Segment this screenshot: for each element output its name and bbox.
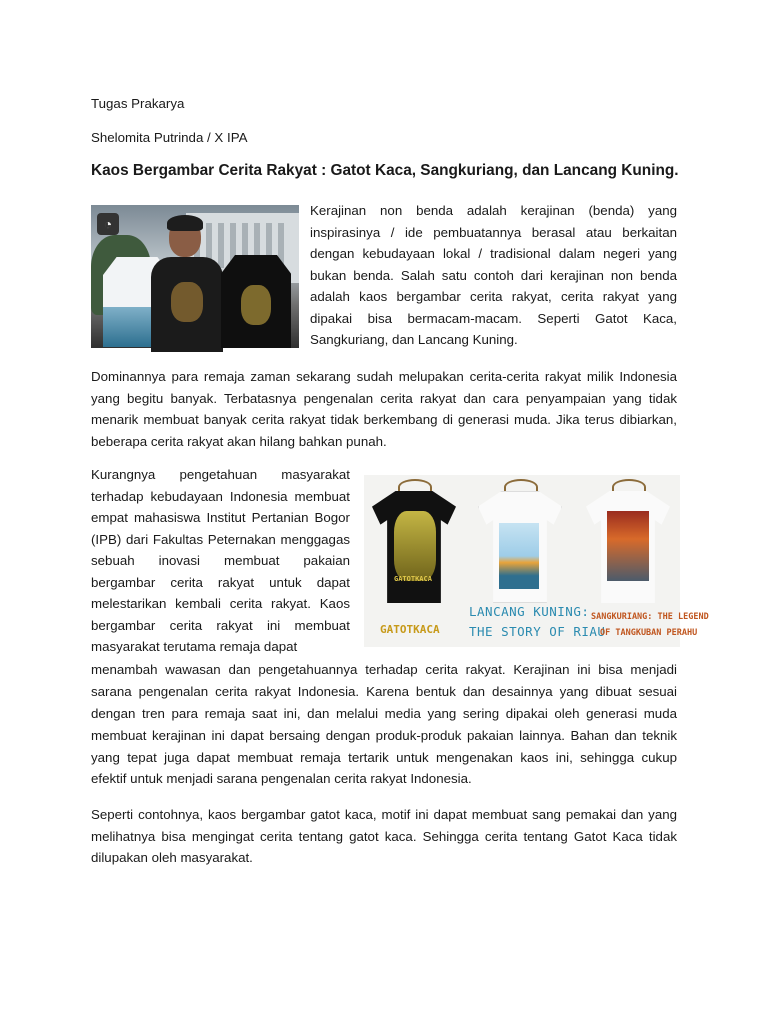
paragraph-3-line: yang tepat juga dapat membuat remaja tertarik untuk mengenakan kaos ini, sehingga cukup (91, 750, 677, 765)
course-name: Tugas Prakarya (91, 96, 185, 111)
photo-man-holding-shirts (91, 205, 299, 348)
paragraph-3-line: dengan tren para remaja saat ini, dan melalui media yang sering dipakai oleh generasi muda (91, 706, 677, 721)
caption-sangkuriang-2: OF TANGKUBAN PERAHU (600, 628, 698, 638)
caption-sangkuriang-1: SANGKURIANG: THE LEGEND (591, 612, 709, 622)
paragraph-3-line: menambah wawasan dan pengetahuannya terhadap cerita rakyat. Kerajinan ini bisa menjadi (91, 662, 677, 677)
author-line: Shelomita Putrinda / X IPA (91, 130, 248, 145)
paragraph-3-line: sarana pengenalan cerita rakyat Indonesia. Karena bentuk dan desainnya yang dibuat sesuai (91, 684, 677, 699)
caption-lancang-kuning-1: LANCANG KUNING: (469, 604, 590, 619)
caption-gatotkaca: GATOTKACA (380, 623, 440, 636)
logo-icon: ◔ (97, 213, 119, 235)
paragraph-1: Kerajinan non benda adalah kerajinan (benda) yang inspirasinya / ide pembuatannya berasal atau berkaitan dengan kebudayaan lokal / tradisional dalam negeri yang bukan benda. Salah satu contoh dari kerajinan non benda adalah kaos bergambar cerita rakyat, cerita rakyat yang dipakai bisa bermacam-macam. Seperti Gatot Kaca, Sangkuriang, dan Lancang Kuning. (310, 203, 677, 347)
paragraph-3-line: membuat kerajinan ini dapat bersaing dengan produk-produk pakaian lainnya. Bahan dan teknik (91, 728, 677, 743)
caption-lancang-kuning-2: THE STORY OF RIAU (469, 624, 606, 639)
paragraph-2: Dominannya para remaja zaman sekarang sudah melupakan cerita-cerita rakyat milik Indonesia yang begitu banyak. Terbatasnya pengenalan cerita rakyat dan cara penyampaian yang tidak menarik membuat banyak cerita rakyat tidak berkembang di generasi muda. Jika terus dibiarkan, beberapa cerita rakyat akan hilang bahkan punah. (91, 369, 677, 449)
document-title: Kaos Bergambar Cerita Rakyat : Gatot Kaca, Sangkuriang, dan Lancang Kuning. (91, 162, 679, 179)
shirt1-print-text: GATOTKACA (394, 575, 432, 583)
paragraph-3-line: efektif untuk menjadi sarana pengenalan cerita rakyat Indonesia. (91, 771, 472, 786)
photo-three-tshirts (364, 475, 709, 647)
paragraph-3-wrapped: Kurangnya pengetahuan masyarakat terhadap kebudayaan Indonesia membuat empat mahasiswa Institut Pertanian Bogor (IPB) dari Fakultas Peternakan menggagas sebuah inovasi membuat pakaian bergambar cerita rakyat untuk dapat melestarikan kembali cerita rakyat. Kaos bergambar cerita rakyat ini membuat masyarakat terutama remaja dapat (91, 467, 350, 654)
paragraph-4: Seperti contohnya, kaos bergambar gatot kaca, motif ini dapat membuat sang pemakai dan yang melihatnya bisa mengingat cerita tentang gatot kaca. Sehingga cerita tentang Gatot Kaca tidak dilupakan oleh masyarakat. (91, 807, 677, 865)
